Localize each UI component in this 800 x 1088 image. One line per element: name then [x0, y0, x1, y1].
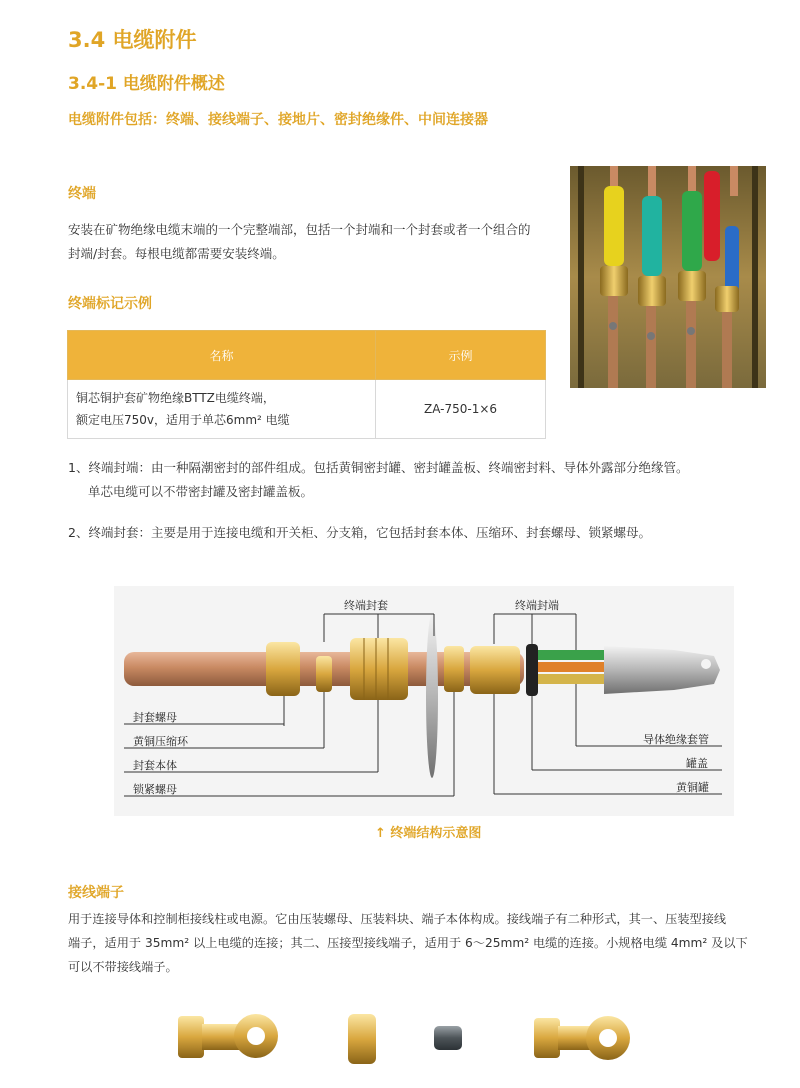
label-gland-nut: 封套螺母: [133, 711, 177, 724]
terminal-description-line: 封端/封套。每根电缆都需要安装终端。: [68, 246, 285, 261]
column-header-name: 名称: [68, 331, 376, 380]
row-name-line: 铜芯铜护套矿物绝缘BTTZ电缆终端，: [76, 391, 275, 405]
label-brass-pot: 黄铜罐: [676, 781, 709, 794]
intro-line: 电缆附件包括：终端、接线端子、接地片、密封绝缘件、中间连接器: [68, 112, 488, 128]
terminal-description: [68, 218, 558, 266]
terminal-description-line: 安装在矿物绝缘电缆末端的一个完整端部，包括一个封端和一个封套或者一个组合的: [68, 222, 531, 237]
note-1-line: 单芯电缆可以不带密封罐及密封罐盖板。: [88, 484, 314, 499]
lug-description: [68, 907, 788, 979]
diagram-caption: ↑ 终端结构示意图: [375, 826, 482, 841]
lug-description-line: 可以不带接线端子。: [68, 960, 178, 974]
table-row: [68, 380, 546, 439]
section-title: 3.4 电缆附件: [68, 28, 197, 52]
terminal-structure-diagram: [114, 586, 734, 816]
note-2: 2、终端封套：主要是用于连接电缆和开关柜、分支箱，它包括封套本体、压缩环、封套螺母、锁紧螺母。: [68, 525, 651, 540]
row-example-cell: ZA-750-1×6: [376, 380, 546, 439]
terminal-heading: 终端: [68, 186, 96, 202]
label-insulation-sleeve: 导体绝缘套管: [643, 733, 709, 746]
subsection-title: 3.4-1 电缆附件概述: [68, 74, 225, 94]
label-lock-nut: 锁紧螺母: [133, 783, 177, 796]
lug-description-line: 端子，适用于 35mm² 以上电缆的连接；其二、压接型接线端子，适用于 6～25mm² 电缆的连接。小规格电缆 4mm² 及以下: [68, 936, 748, 950]
table-header-row: [68, 331, 546, 380]
column-header-example: 示例: [376, 331, 546, 380]
lug-description-line: 用于连接导体和控制柜接线柱或电源。它由压装螺母、压装料块、端子本体构成。接线端子有二种形式，其一、压装型接线: [68, 912, 727, 926]
row-name-line: 额定电压750v，适用于单芯6mm² 电缆: [76, 413, 290, 427]
label-pot-cap: 罐盖: [686, 757, 708, 770]
lug-heading: 接线端子: [68, 885, 124, 901]
marking-table: [67, 330, 546, 439]
note-1: [68, 456, 688, 504]
label-brass-compression-ring: 黄铜压缩环: [133, 735, 188, 748]
diagram-label-seal: 终端封端: [515, 599, 559, 612]
marking-heading: 终端标记示例: [68, 296, 152, 312]
terminal-installation-photo: [570, 166, 766, 388]
lug-components-photo: [144, 996, 654, 1084]
label-gland-body: 封套本体: [133, 759, 177, 772]
note-1-line: 1、终端封端：由一种隔潮密封的部件组成。包括黄铜密封罐、密封罐盖板、终端密封料、导体外露部分绝缘管。: [68, 460, 689, 475]
row-name-cell: [68, 380, 376, 439]
diagram-label-sleeve: 终端封套: [344, 599, 388, 612]
